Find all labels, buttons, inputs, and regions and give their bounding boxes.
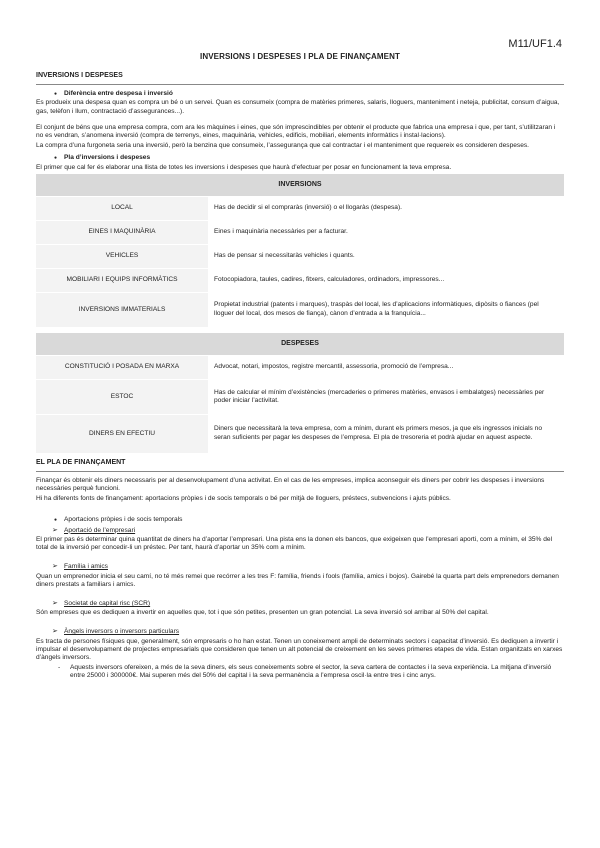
- page-reference: M11/UF1.4: [508, 38, 562, 50]
- document-body: [36, 70, 564, 682]
- table-value: Has de pensar si necessitaràs vehicles i quants.: [214, 252, 355, 260]
- subheading: ➢ Àngels inversors o inversors particulars: [64, 628, 564, 636]
- table-key: EINES I MAQUINÀRIA: [36, 220, 208, 244]
- table-value: Has de calcular el mínim d’existències (mercaderies o primeres matèries, envasos i embalatges) necessàries per poder iniciar l’activitat.: [214, 388, 545, 404]
- table-row: [36, 355, 564, 379]
- table-row: [36, 292, 564, 327]
- paragraph: El primer pas és determinar quina quantitat de diners ha d’aportar l’empresari. Una pista ens la donen els bancos, que exigeixen que l’empresari aporti, com a mínim, el 35% del total de la inversió per concedir-li un préstec. Per tant, haurà d’aportar un 35% com a mínim.: [36, 536, 553, 552]
- table-value: Propietat industrial (patents i marques), traspàs del local, les d’aplicacions informàtiques, dipòsits o fiances (pel lloguer del local, dos mesos de fiança), cànon d’entrada a la franquícia...: [214, 301, 539, 317]
- paragraph: El conjunt de béns que una empresa compra, com ara les màquines i eines, que són imprescindibles per obtenir el producte que fabrica una empresa i que, per tant, s’utilitzaran i no es vendran, s’anomena inversió (compra de terrenys, eines, maquinària, vehicles, edificis, mobiliari, elements informàtics i instal·lacions).: [36, 123, 556, 140]
- table-value: Advocat, notari, impostos, registre mercantil, assessoria, promoció de l’empresa...: [214, 363, 454, 371]
- table-header: INVERSIONS: [36, 174, 564, 197]
- section-heading-inversions: INVERSIONS I DESPESES: [36, 72, 123, 79]
- paragraph: Quan un emprenedor inicia el seu camí, no té més remei que recórrer a les tres F: família, friends i fools (família, amics i bojos). Gairebé la quarta part dels emprenedors demanen diners prestats a familiars i amics.: [36, 572, 559, 588]
- bullet-heading: ● Diferència entre despesa i inversió: [64, 90, 564, 98]
- table-row: [36, 268, 564, 292]
- table-row: [36, 244, 564, 268]
- section-heading-financament: EL PLA DE FINANÇAMENT: [36, 458, 126, 466]
- paragraph: Hi ha diferents fonts de finançament: aportacions pròpies i de socis temporals o bé per mitjà de lloguers, préstecs, subvencions i ajuts públics.: [36, 495, 451, 503]
- table-key: CONSTITUCIÓ I POSADA EN MARXA: [36, 355, 208, 379]
- table-key: ESTOC: [36, 379, 208, 414]
- subheading: ➢ Aportació de l’empresari: [64, 527, 564, 535]
- divider: [36, 84, 564, 85]
- table-value: Has de decidir si el compraràs (inversió) o el llogaràs (despesa).: [214, 204, 402, 212]
- paragraph: La compra d’una furgoneta seria una inversió, però la benzina que consumeix, l’assegurança que cal contractar i el manteniment que requereix es consideren despeses.: [36, 142, 529, 150]
- divider: [36, 471, 564, 472]
- table-key: LOCAL: [36, 196, 208, 220]
- paragraph: Són empreses que es dediquen a invertir en aquelles que, tot i que són petites, presenten un gran potencial. La seva inversió sol arribar al 50% del capital.: [36, 609, 489, 617]
- paragraph: Es tracta de persones físiques que, generalment, són empresaris o ho han estat. Tenen un coneixement ampli de determinats sectors i capacitat d’inversió. Es dediquen a invertir i impulsar el desenvolupament de projectes empresarials que consideren que tenen un alt potencial de creixement en les seves primeres etapes de vida. Estan organitzats en xarxes d’àngels inversors.: [36, 637, 563, 662]
- table-key: VEHICLES: [36, 244, 208, 268]
- table-value: Fotocopiadora, taules, cadires, fitxers, calculadores, ordinadors, impressores...: [214, 276, 445, 284]
- table-value: Eines i maquinària necessàries per a facturar.: [214, 228, 348, 236]
- subheading: ➢ Societat de capital risc (SCR): [64, 600, 564, 608]
- table-row: [36, 196, 564, 220]
- bullet-heading: ● Pla d’inversions i despeses: [64, 154, 564, 162]
- table-key: DINERS EN EFECTIU: [36, 414, 208, 453]
- subheading: ➢ Família i amics: [64, 563, 564, 571]
- table-header: DESPESES: [36, 333, 564, 356]
- table-value: Diners que necessitarà la teva empresa, com a mínim, durant els primers mesos, ja que els ingressos inicials no seran suficients per pagar les despeses de l’empresa. El pla de tresoreria et podrà ajudar en aquest aspecte.: [214, 425, 542, 441]
- bullet-heading: ● Aportacions pròpies i de socis temporals: [64, 516, 564, 524]
- table-row: [36, 414, 564, 453]
- table-row: [36, 379, 564, 414]
- document-title: INVERSIONS I DESPESES I PLA DE FINANÇAMENT: [200, 52, 400, 61]
- despeses-table: [36, 333, 564, 453]
- paragraph: Es produeix una despesa quan es compra un bé o un servei. Quan es consumeix (compra de matèries primeres, salaris, lloguers, manteniment i neteja, publicitat, consum d’aigua, gas, telèfon i llum, contractació d’assegurances...).: [36, 99, 560, 115]
- paragraph: El primer que cal fer és elaborar una llista de totes les inversions i despeses que haurà d’efectuar per posar en funcionament la teva empresa.: [36, 163, 452, 171]
- inversions-table: [36, 174, 564, 327]
- table-row: [36, 220, 564, 244]
- table-key: INVERSIONS IMMATERIALS: [36, 292, 208, 327]
- table-key: MOBILIARI I EQUIPS INFORMÀTICS: [36, 268, 208, 292]
- paragraph: Finançar és obtenir els diners necessaris per al desenvolupament d’una activitat. En el cas de les empreses, implica aconseguir els diners per cobrir les despeses i inversions necessàries perquè funcioni.: [36, 477, 545, 493]
- dash-list-item: - Aquests inversors ofereixen, a més de la seva diners, els seus coneixements sobre el sector, la seva cartera de contactes i la seva experiència. La mitjana d’inversió entre 25000 i 300000€. Mai superen més del 50% del capital i la seva permanència a l’empresa oscil·la entre tres i cinc anys.: [58, 664, 564, 680]
